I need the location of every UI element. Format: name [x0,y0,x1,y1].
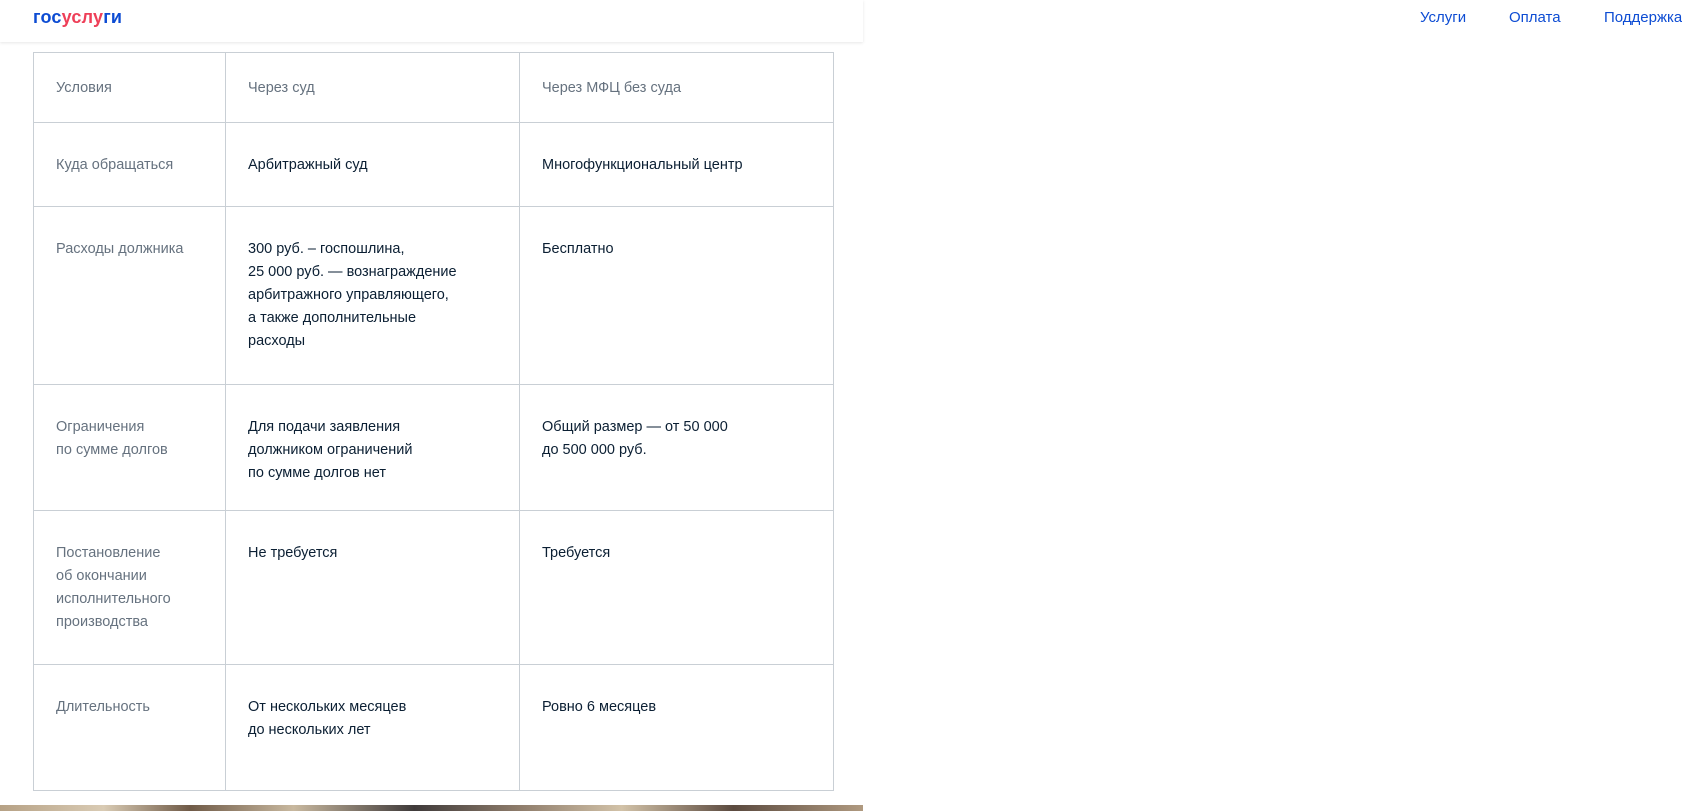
gosuslugi-logo[interactable] [33,7,122,28]
row-court-value: 300 руб. – госпошлина, 25 000 руб. — вознаграждение арбитражного управляющего, а также дополнительные расходы [226,207,520,385]
top-header [0,0,1682,42]
logo-part-gi: ги [103,7,123,27]
row-condition: Ограничения по сумме долгов [34,385,226,511]
nav-link-services[interactable]: Услуги [1420,9,1467,26]
table-row [34,665,834,791]
row-mfc-value: Многофункциональный центр [520,123,834,207]
column-header-mfc: Через МФЦ без суда [520,53,834,123]
column-header-court: Через суд [226,53,520,123]
row-mfc-value: Требуется [520,511,834,665]
row-condition: Длительность [34,665,226,791]
table-row [34,385,834,511]
bankruptcy-comparison-table [33,52,834,791]
logo-part-gos: гос [33,7,62,27]
column-header-conditions: Условия [34,53,226,123]
row-condition: Куда обращаться [34,123,226,207]
nav-link-payment[interactable]: Оплата [1509,9,1561,26]
row-court-value: От нескольких месяцев до нескольких лет [226,665,520,791]
row-court-value: Не требуется [226,511,520,665]
row-mfc-value: Бесплатно [520,207,834,385]
table-row [34,511,834,665]
nav-link-support[interactable]: Поддержка [1604,9,1682,26]
row-condition: Постановление об окончании исполнительного производства [34,511,226,665]
table-row [34,123,834,207]
row-court-value: Для подачи заявления должником ограничений по сумме долгов нет [226,385,520,511]
row-court-value: Арбитражный суд [226,123,520,207]
table-row [34,207,834,385]
row-mfc-value: Ровно 6 месяцев [520,665,834,791]
row-condition: Расходы должника [34,207,226,385]
logo-part-uslu: услу [61,7,104,27]
row-mfc-value: Общий размер — от 50 000 до 500 000 руб. [520,385,834,511]
bottom-photo-strip [0,805,863,811]
table-header-row [34,53,834,123]
